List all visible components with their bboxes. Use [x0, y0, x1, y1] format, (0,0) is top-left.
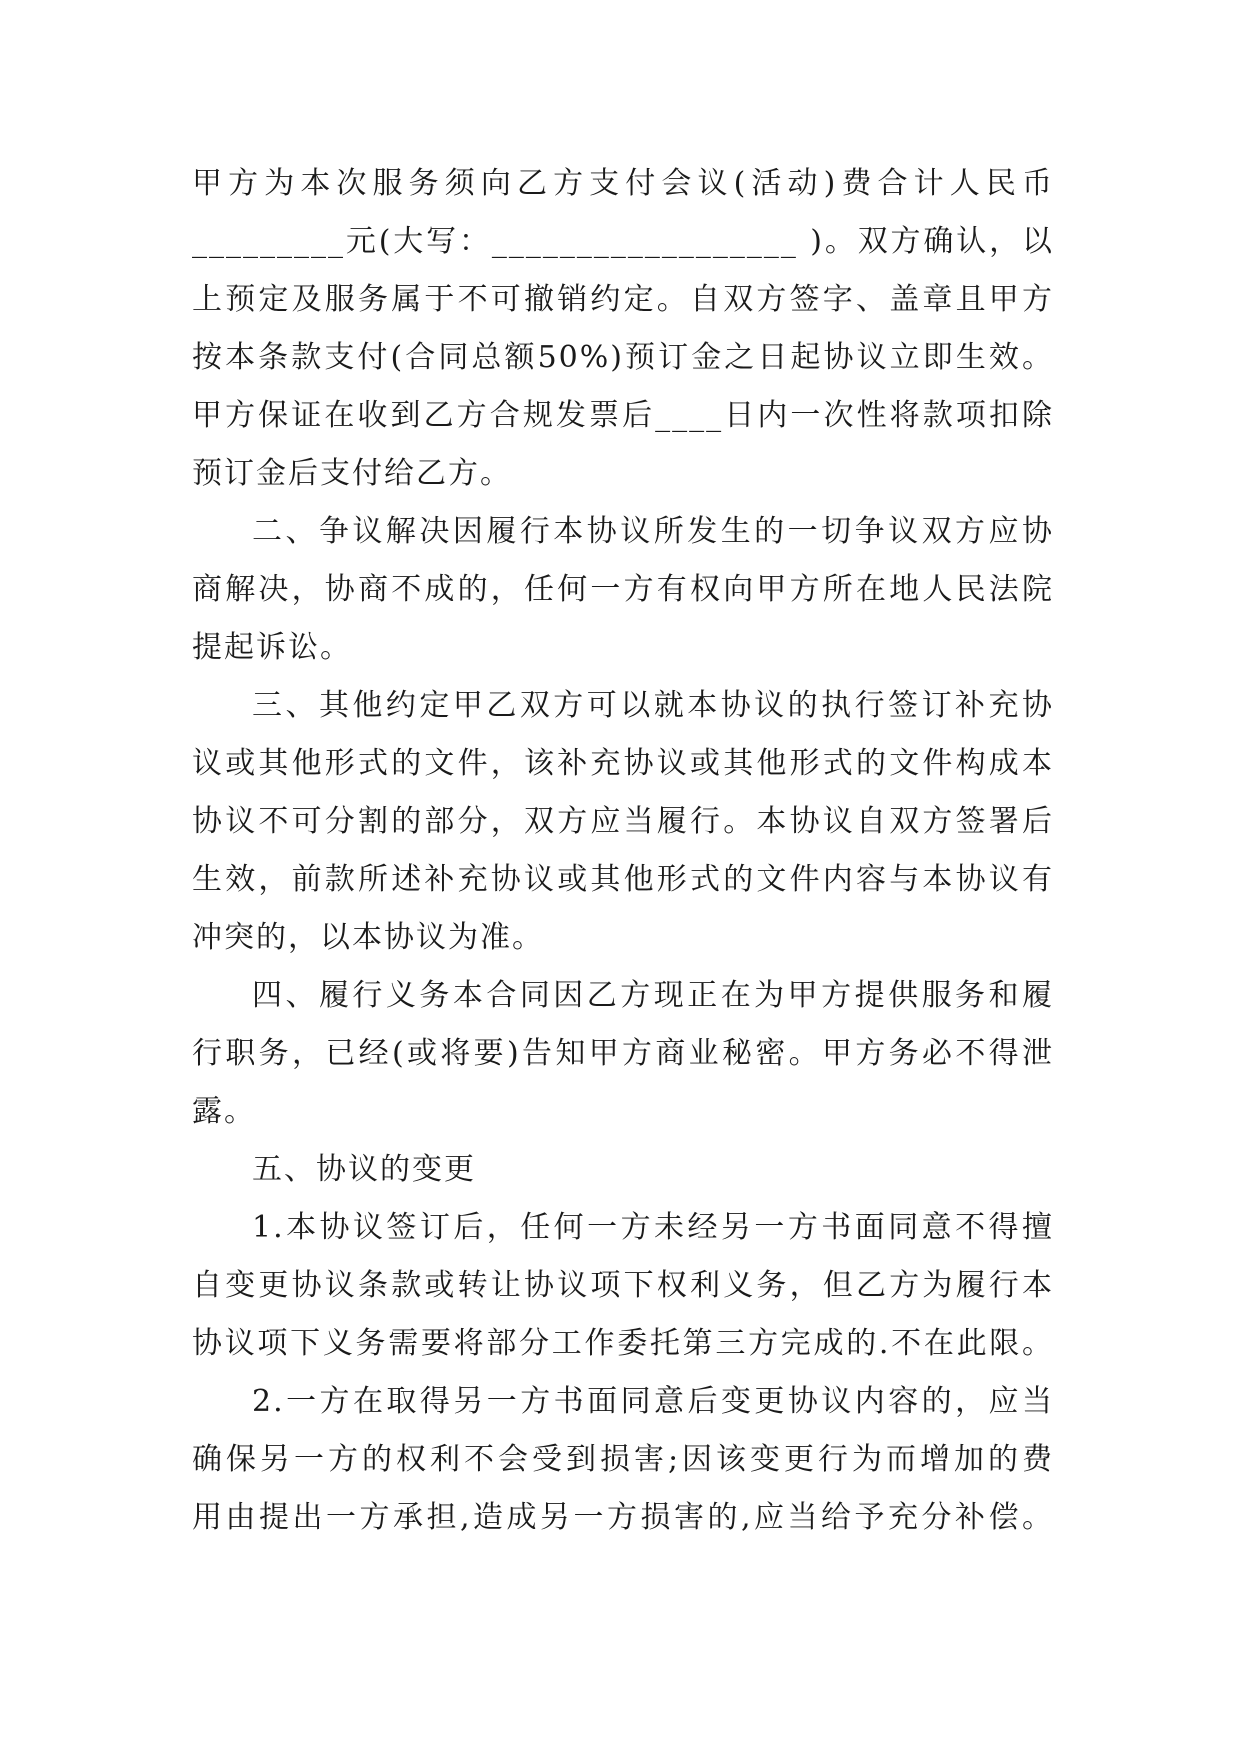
section-5-heading: 五、协议的变更 [252, 1152, 476, 1187]
text-line: 生效，前款所述补充协议或其他形式的文件内容与本协议有 [192, 862, 1054, 897]
text-line: 协议项下义务需要将部分工作委托第三方完成的.不在此限。 [192, 1326, 1054, 1361]
text-line: 冲突的，以本协议为准。 [192, 920, 544, 955]
text-line: _________元(大写：__________________ )。双方确认，以 [192, 224, 1054, 259]
section-3-heading-line: 三、其他约定甲乙双方可以就本协议的执行签订补充协 [252, 688, 1054, 723]
section-2-heading-line: 二、争议解决因履行本协议所发生的一切争议双方应协 [252, 514, 1054, 549]
text-line: 上预定及服务属于不可撤销约定。自双方签字、盖章且甲方 [192, 282, 1054, 317]
text-line: 露。 [192, 1094, 256, 1129]
text-line: 行职务，已经(或将要)告知甲方商业秘密。甲方务必不得泄 [192, 1036, 1054, 1071]
text-line: 自变更协议条款或转让协议项下权利义务，但乙方为履行本 [192, 1268, 1054, 1303]
text-line: 商解决，协商不成的，任何一方有权向甲方所在地人民法院 [192, 572, 1054, 607]
text-line: 协议不可分割的部分，双方应当履行。本协议自双方签署后 [192, 804, 1054, 839]
document-body [192, 155, 1054, 1547]
text-line: 提起诉讼。 [192, 630, 352, 665]
clause-2-line: 2.一方在取得另一方书面同意后变更协议内容的，应当 [252, 1384, 1054, 1419]
text-line: 甲方保证在收到乙方合规发票后____日内一次性将款项扣除 [192, 398, 1054, 433]
text-line: 甲方为本次服务须向乙方支付会议(活动)费合计人民币 [192, 166, 1054, 201]
text-line: 确保另一方的权利不会受到损害;因该变更行为而增加的费 [192, 1442, 1054, 1477]
clause-1-line: 1.本协议签订后，任何一方未经另一方书面同意不得擅 [252, 1210, 1054, 1245]
text-line: 预订金后支付给乙方。 [192, 456, 512, 491]
section-4-heading-line: 四、履行义务本合同因乙方现正在为甲方提供服务和履 [252, 978, 1054, 1013]
text-line: 按本条款支付(合同总额50%)预订金之日起协议立即生效。 [192, 340, 1054, 375]
text-line: 议或其他形式的文件，该补充协议或其他形式的文件构成本 [192, 746, 1054, 781]
text-line: 用由提出一方承担,造成另一方损害的,应当给予充分补偿。 [192, 1500, 1054, 1535]
